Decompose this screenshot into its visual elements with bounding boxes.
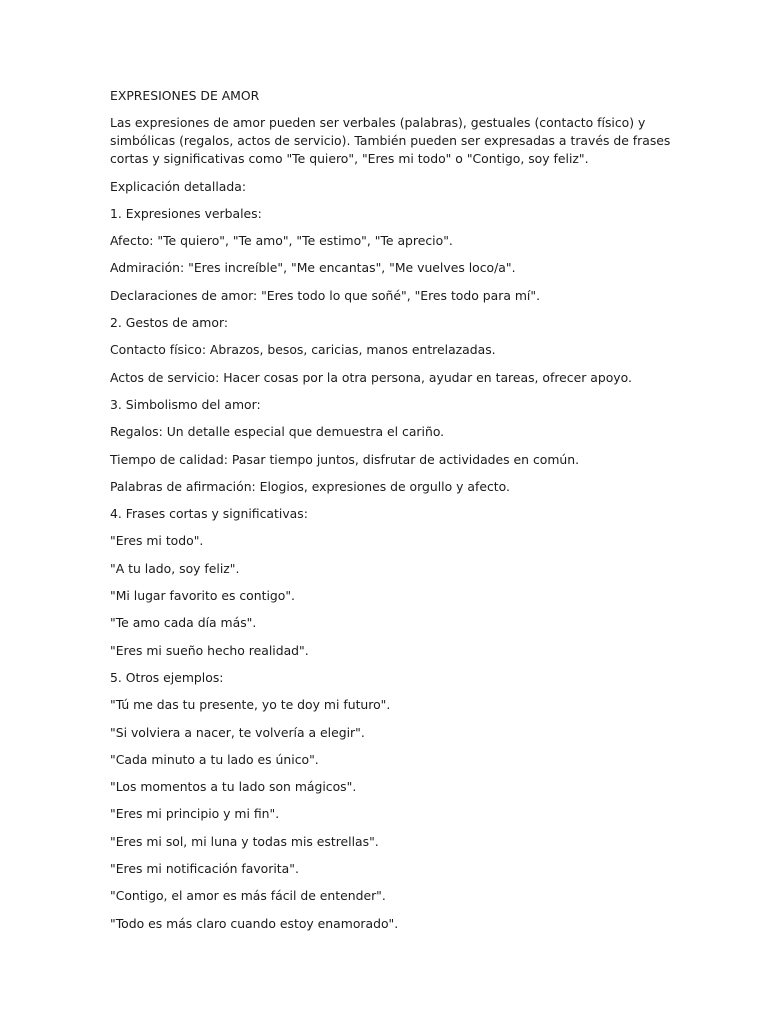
quote-line: "Eres mi todo". bbox=[110, 533, 204, 549]
quote-line: "A tu lado, soy feliz". bbox=[110, 560, 240, 576]
quote-line: "Eres mi principio y mi fin". bbox=[110, 806, 280, 822]
quote-line: "Los momentos a tu lado son mágicos". bbox=[110, 779, 357, 795]
body-line: Actos de servicio: Hacer cosas por la otra persona, ayudar en tareas, ofrecer apoyo. bbox=[110, 369, 632, 385]
section-heading: 3. Simbolismo del amor: bbox=[110, 396, 261, 412]
intro-line: cortas y significativas como "Te quiero", "Eres mi todo" o "Contigo, soy feliz". bbox=[110, 151, 589, 167]
body-line: Tiempo de calidad: Pasar tiempo juntos, disfrutar de actividades en común. bbox=[110, 451, 580, 467]
intro-line: simbólicas (regalos, actos de servicio). También pueden ser expresadas a través de frases bbox=[110, 133, 671, 149]
quote-line: "Mi lugar favorito es contigo". bbox=[110, 588, 295, 604]
body-line: Admiración: "Eres increíble", "Me encantas", "Me vuelves loco/a". bbox=[110, 260, 516, 276]
body-line: Declaraciones de amor: "Eres todo lo que soñé", "Eres todo para mí". bbox=[110, 287, 541, 303]
body-line: Regalos: Un detalle especial que demuestra el cariño. bbox=[110, 424, 445, 440]
quote-line: "Eres mi sueño hecho realidad". bbox=[110, 642, 309, 658]
quote-line: "Todo es más claro cuando estoy enamorado". bbox=[110, 915, 399, 931]
section-heading: 5. Otros ejemplos: bbox=[110, 669, 224, 685]
body-line: Palabras de afirmación: Elogios, expresiones de orgullo y afecto. bbox=[110, 478, 510, 494]
intro-paragraph bbox=[110, 114, 671, 168]
section-label: Explicación detallada: bbox=[110, 178, 246, 194]
intro-line: Las expresiones de amor pueden ser verbales (palabras), gestuales (contacto físico) y bbox=[110, 115, 646, 131]
quote-line: "Te amo cada día más". bbox=[110, 615, 257, 631]
document-title: EXPRESIONES DE AMOR bbox=[110, 88, 260, 103]
document-body bbox=[110, 87, 671, 942]
body-line: Afecto: "Te quiero", "Te amo", "Te estimo", "Te aprecio". bbox=[110, 233, 453, 249]
body-line: Contacto físico: Abrazos, besos, caricias, manos entrelazadas. bbox=[110, 342, 496, 358]
quote-line: "Eres mi notificación favorita". bbox=[110, 861, 299, 877]
section-heading: 4. Frases cortas y significativas: bbox=[110, 506, 308, 522]
quote-line: "Si volviera a nacer, te volvería a elegir". bbox=[110, 724, 365, 740]
section-heading: 2. Gestos de amor: bbox=[110, 315, 228, 331]
quote-line: "Contigo, el amor es más fácil de entender". bbox=[110, 888, 386, 904]
quote-line: "Eres mi sol, mi luna y todas mis estrellas". bbox=[110, 833, 379, 849]
quote-line: "Cada minuto a tu lado es único". bbox=[110, 751, 319, 767]
section-heading: 1. Expresiones verbales: bbox=[110, 205, 262, 221]
quote-line: "Tú me das tu presente, yo te doy mi futuro". bbox=[110, 697, 391, 713]
